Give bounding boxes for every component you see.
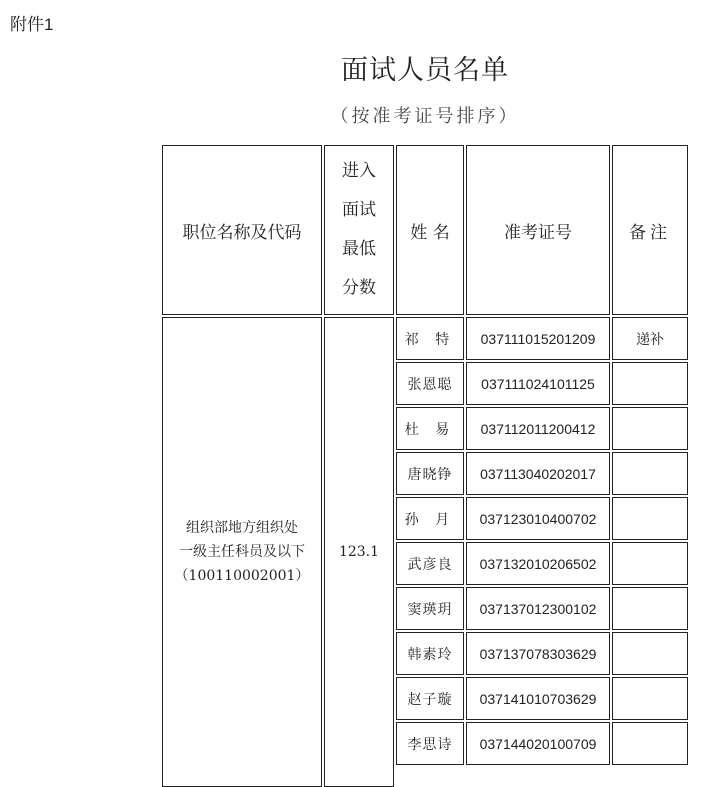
row-note <box>612 677 688 720</box>
row-name <box>396 722 464 765</box>
header-position-label: 职位名称及代码 <box>182 222 302 243</box>
row-name <box>396 542 464 585</box>
candidate-exam-id: 037141010703629 <box>479 690 597 707</box>
row-exam-id <box>466 407 610 450</box>
row-note <box>612 497 688 540</box>
header-min-score-line: 分数 <box>342 278 376 298</box>
candidate-name: 张恩聪 <box>407 376 453 393</box>
header-note-label: 备注 <box>629 222 671 243</box>
row-name <box>396 407 464 450</box>
min-score-value: 123.1 <box>338 544 380 560</box>
row-name <box>396 497 464 540</box>
header-min-score-line: 最低 <box>342 239 376 259</box>
candidate-exam-id: 037111024101125 <box>481 375 595 392</box>
candidate-name: 李思诗 <box>407 736 453 753</box>
header-min-score <box>324 145 394 315</box>
candidate-exam-id: 037132010206502 <box>479 555 597 572</box>
candidate-name: 赵子璇 <box>407 691 453 708</box>
page-subtitle: （按准考证号排序） <box>330 106 520 127</box>
header-position <box>162 145 322 315</box>
candidate-name: 孙 月 <box>404 511 456 528</box>
row-note <box>612 407 688 450</box>
row-exam-id <box>466 317 610 360</box>
candidate-name: 窦瑛玥 <box>407 601 453 618</box>
row-name <box>396 362 464 405</box>
row-note <box>612 722 688 765</box>
header-exam-id <box>466 145 610 315</box>
row-note <box>612 452 688 495</box>
candidate-exam-id: 037137078303629 <box>479 645 597 662</box>
candidate-exam-id: 037144020100709 <box>479 735 597 752</box>
header-note <box>612 145 688 315</box>
candidate-exam-id: 037112011200412 <box>480 420 596 437</box>
header-min-score-line: 面试 <box>342 200 376 220</box>
row-exam-id <box>466 362 610 405</box>
row-note <box>612 317 688 360</box>
position-code: （100110002001） <box>174 568 310 584</box>
row-name <box>396 632 464 675</box>
row-name <box>396 587 464 630</box>
position-cell <box>162 317 322 787</box>
candidate-exam-id: 037123010400702 <box>479 510 597 527</box>
row-note <box>612 542 688 585</box>
candidate-name: 武彦良 <box>407 556 453 573</box>
candidate-exam-id: 037111015201209 <box>480 330 596 347</box>
header-name-label: 姓 名 <box>410 222 450 243</box>
header-min-score-line: 进入 <box>342 161 376 181</box>
row-exam-id <box>466 632 610 675</box>
header-name <box>396 145 464 315</box>
candidate-name: 祁 特 <box>404 331 456 348</box>
candidate-name: 唐晓铮 <box>407 466 453 483</box>
page-title: 面试人员名单 <box>341 55 509 86</box>
row-note <box>612 362 688 405</box>
row-exam-id <box>466 587 610 630</box>
header-exam-id-label: 准考证号 <box>504 222 572 243</box>
attachment-label: 附件1 <box>10 15 54 34</box>
row-note <box>612 587 688 630</box>
row-exam-id <box>466 677 610 720</box>
row-note <box>612 632 688 675</box>
min-score-cell <box>324 317 394 787</box>
row-exam-id <box>466 542 610 585</box>
row-exam-id <box>466 452 610 495</box>
position-title-line1: 组织部地方组织处 <box>186 520 298 536</box>
candidate-name: 杜 易 <box>404 421 456 438</box>
candidate-name: 韩素玲 <box>407 646 453 663</box>
candidate-exam-id: 037113040202017 <box>480 465 596 482</box>
position-title-line2: 一级主任科员及以下 <box>179 544 305 560</box>
candidate-note: 递补 <box>636 331 664 348</box>
row-exam-id <box>466 722 610 765</box>
row-exam-id <box>466 497 610 540</box>
candidate-exam-id: 037137012300102 <box>479 600 597 617</box>
row-name <box>396 452 464 495</box>
row-name <box>396 677 464 720</box>
row-name <box>396 317 464 360</box>
